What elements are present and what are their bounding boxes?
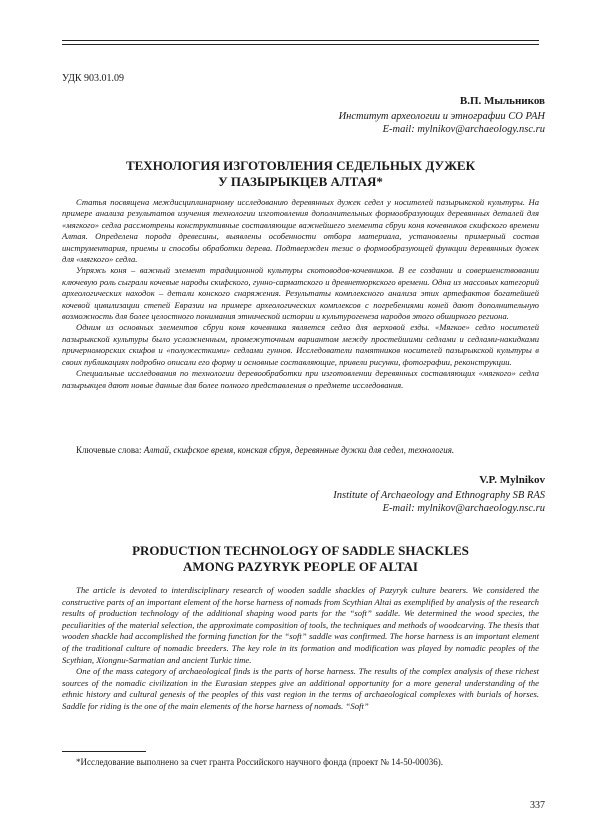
article-title-ru <box>62 158 539 190</box>
affiliation-en: Institute of Archaeology and Ethnography SB RAS <box>333 490 545 501</box>
article-title-en <box>62 543 539 575</box>
keywords-text: Алтай, скифское время, конская сбруя, деревянные дужки для седел, технология. <box>143 445 455 455</box>
title-en-line-1: PRODUCTION TECHNOLOGY OF SADDLE SHACKLES <box>132 543 469 558</box>
abstract-ru-paragraph: Одним из основных элементов сбруи коня кочевника является седло для верховой езды. «Мягкое» седло носителей пазырыкской культуры было усложненным, промежуточным вариантом между простейшими седлами и седлами-накидками причерноморских скифов и «полужесткими» седлами гуннов. Исследователи памятников носителей пазырыкской культуры в своих публикациях подробно описали его форму и основные составляющие, привели рисунки, фотографии, реконструкции. <box>62 322 539 367</box>
abstract-ru-paragraph: Статья посвящена междисциплинарному исследованию деревянных дужек седел у носителей пазырыкской культуры. На примере анализа результатов изучения технологии изготовления дополнительных формообразующих деревянных деталей для «мягкого» седла рассмотрены конструктивные составляющие важнейшего элемента сбруи коня кочевников скифского времени Алтая. Определена порода древесины, выявлены особенности отбора материала, установлены примерный состав инструментария, приемы и способы обработки дерева. Подтвержден тезис о формообразующей функции деревянных дужек для «мягкого» седла. <box>62 197 539 265</box>
header-rule-top <box>62 40 539 41</box>
page-number: 337 <box>530 800 545 811</box>
author-block-en <box>333 474 545 515</box>
title-ru-line-1: ТЕХНОЛОГИЯ ИЗГОТОВЛЕНИЯ СЕДЕЛЬНЫХ ДУЖЕК <box>125 158 476 173</box>
email-ru: E-mail: mylnikov@archaeology.nsc.ru <box>382 124 545 135</box>
author-name-ru: В.П. Мыльников <box>459 95 545 107</box>
title-ru-line-2: У ПАЗЫРЫКЦЕВ АЛТАЯ* <box>218 174 383 189</box>
abstract-ru-paragraph: Упряжь коня – важный элемент традиционной культуры скотоводов-кочевников. В ее создании и совершенствовании ключевую роль сыграли кочевые народы скифского, гунно-сарматского и древнетюркского времени. Одна из массовых категорий археологических находок – детали конского снаряжения. Результаты комплексного анализа этих артефактов богатейшей кочевой цивилизации степей Евразии на примере археологических комплексов с погребениями коней дают дополнительную возможность для более целостного понимания этнической истории и культурогенеза народов этого обширного региона. <box>62 265 539 322</box>
udc-code: УДК 903.01.09 <box>62 73 125 84</box>
header-rule-bottom <box>62 44 539 45</box>
email-en: E-mail: mylnikov@archaeology.nsc.ru <box>382 503 545 514</box>
footnote-rule <box>62 751 146 752</box>
keywords-ru <box>62 445 539 455</box>
footnote: *Исследование выполнено за счет гранта Российского научного фонда (проект № 14-50-00036). <box>76 757 443 767</box>
keywords-label: Ключевые слова: <box>76 445 142 455</box>
abstract-en <box>62 585 539 713</box>
affiliation-ru: Институт археологии и этнографии СО РАН <box>338 111 545 122</box>
author-block-ru <box>339 95 545 136</box>
abstract-en-paragraph: The article is devoted to interdisciplinary research of wooden saddle shackles of Pazyryk culture bearers. We considered the constructive parts of an important element of the horse harness of nomads from Scythian Altai as exemplified by analysis of the research results of production technology of the additional shaping wood parts for the “soft” saddle. We determined the wood species, the peculiarities of the material selection, the approximate composition of tools, the techniques and methods of woodcarving. The thesis that wooden shackle had accomplished the forming function for the “soft” saddle was confirmed. The horse harness is an important element of the traditional culture of nomadic breeders. The key role in its formation and modification was played by nomadic peoples of the Scythian, Xiongnu-Sarmatian and ancient Turkic time. <box>62 585 539 665</box>
abstract-ru <box>62 197 539 391</box>
author-name-en: V.P. Mylnikov <box>479 474 545 486</box>
abstract-ru-paragraph: Специальные исследования по технологии деревообработки при изготовлении деревянных составляющих «мягкого» седла пазырыкцев дают новые данные для более полного представления о предмете исследования. <box>62 368 539 390</box>
abstract-en-paragraph: One of the mass category of archaeological finds is the parts of horse harness. The results of the complex analysis of these richest sources of the nomadic civilization in the Eurasian steppes give an additional opportunity for a more general understanding of the ethnic history and cultural genesis of the peoples of this vast region in the terms of archaeological complexes with burials of horses. Saddle for riding is the one of the main elements of the horse harness of nomads. “Soft” <box>62 666 539 711</box>
title-en-line-2: AMONG PAZYRYK PEOPLE OF ALTAI <box>182 559 418 574</box>
